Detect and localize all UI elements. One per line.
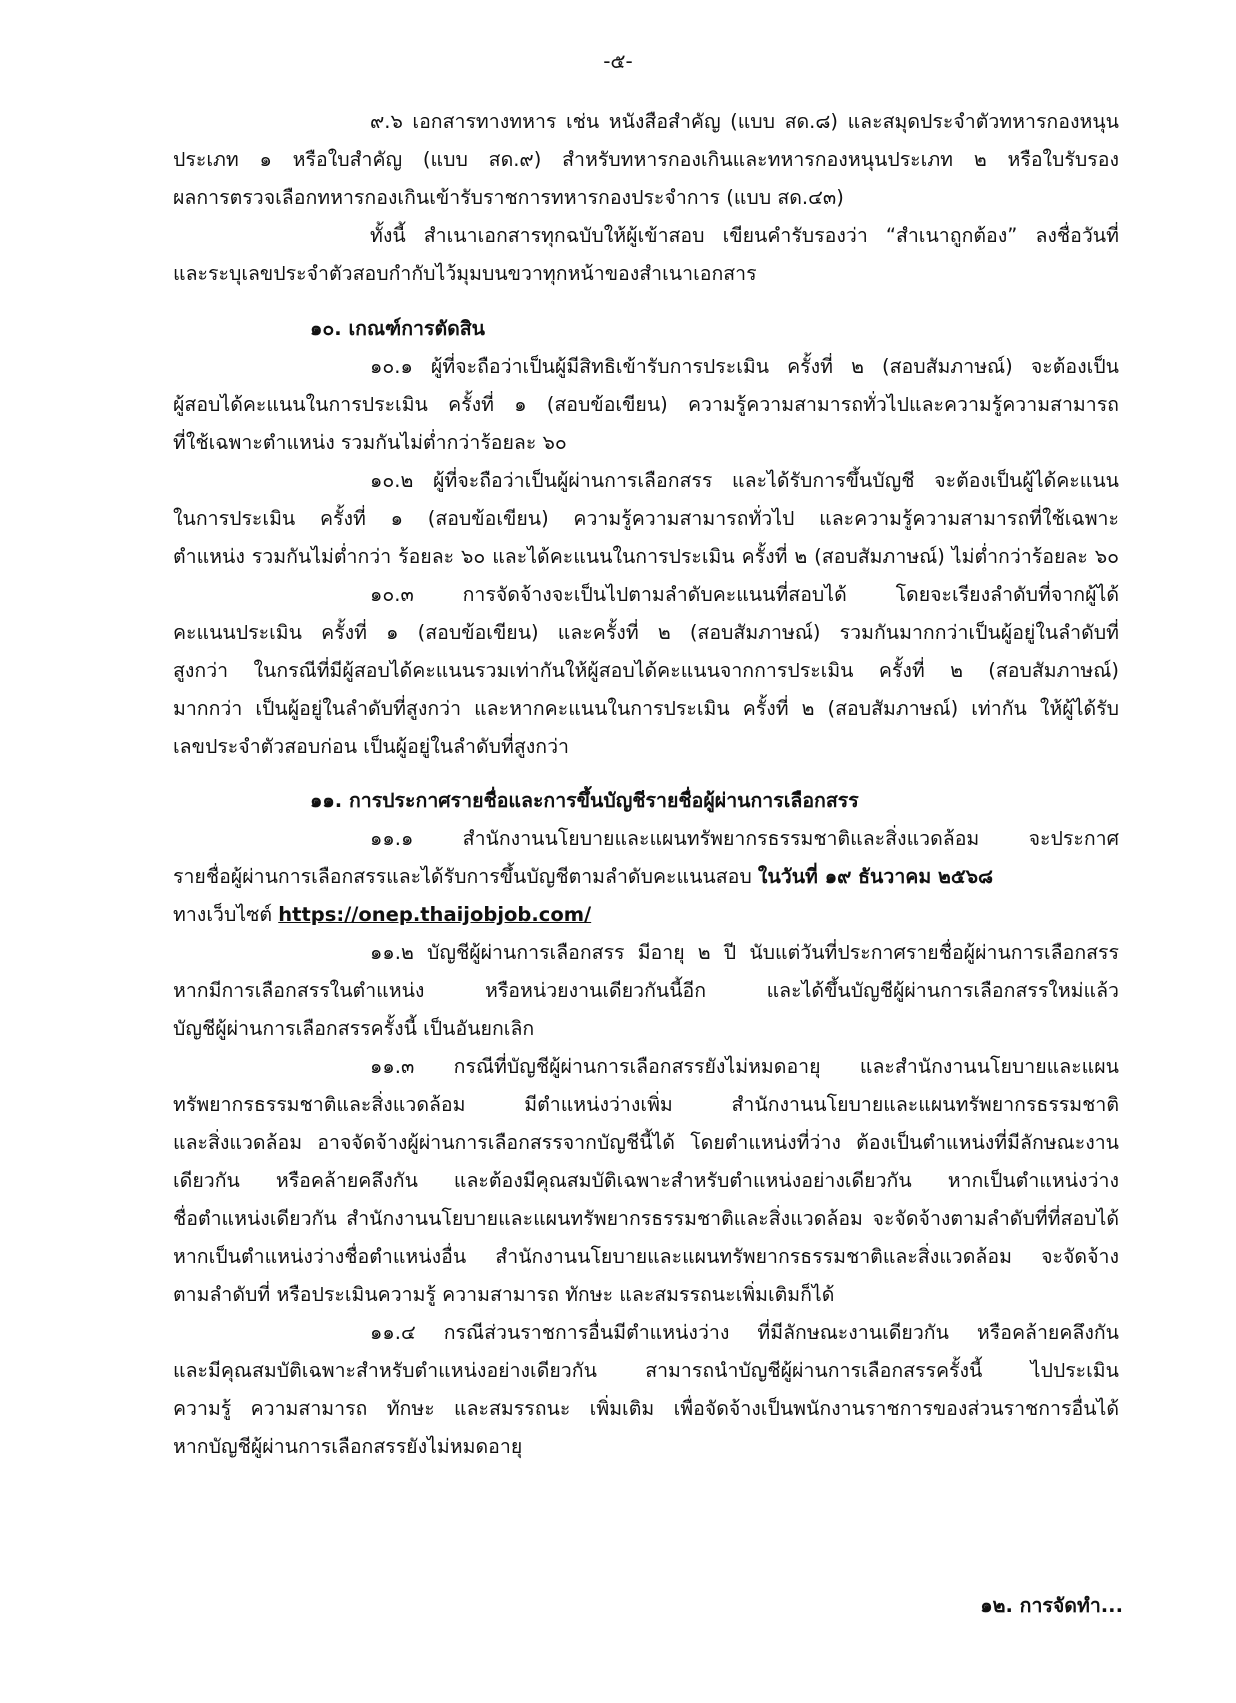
announce-date: ในวันที่ ๑๙ ธันวาคม ๒๕๖๘	[757, 865, 993, 888]
para-9-6-line-3: ผลการตรวจเลือกทหารกองเกินเข้ารับราชการทหารกองประจำการ (แบบ สด.๔๓)	[173, 186, 844, 209]
section-11-heading: ๑๑. การประกาศรายชื่อและการขึ้นบัญชีรายชื่อผู้ผ่านการเลือกสรร	[310, 789, 859, 812]
para-9-6-line-1: ๙.๖ เอกสารทางทหาร เช่น หนังสือสำคัญ (แบบ สด.๘) และสมุดประจำตัวทหารกองหนุน	[370, 110, 1119, 133]
para-11-3-line-7: ตามลำดับที่ หรือประเมินความรู้ ความสามารถ ทักษะ และสมรรถนะเพิ่มเติมก็ได้	[173, 1283, 835, 1306]
para-copies-line-2: และระบุเลขประจำตัวสอบกำกับไว้มุมบนขวาทุกหน้าของสำเนาเอกสาร	[173, 262, 757, 285]
website-label: ทางเว็บไซต์	[173, 903, 279, 926]
para-11-4-line-2: และมีคุณสมบัติเฉพาะสำหรับตำแหน่งอย่างเดียวกัน สามารถนำบัญชีผู้ผ่านการเลือกสรรครั้งนี้ ไปประเมิน	[173, 1359, 1119, 1382]
para-10-1-line-3: ที่ใช้เฉพาะตำแหน่ง รวมกันไม่ต่ำกว่าร้อยละ ๖๐	[173, 431, 567, 454]
para-11-4-line-1: ๑๑.๔ กรณีส่วนราชการอื่นมีตำแหน่งว่าง ที่มีลักษณะงานเดียวกัน หรือคล้ายคลึงกัน	[370, 1321, 1119, 1344]
para-11-4-line-4: หากบัญชีผู้ผ่านการเลือกสรรยังไม่หมดอายุ	[173, 1435, 523, 1458]
para-11-2-line-2: หากมีการเลือกสรรในตำแหน่ง หรือหน่วยงานเดียวกันนี้อีก และได้ขึ้นบัญชีผู้ผ่านการเลือกสรรใหม่แล้ว	[173, 979, 1119, 1002]
para-10-3-line-3: สูงกว่า ในกรณีที่มีผู้สอบได้คะแนนรวมเท่ากันให้ผู้สอบได้คะแนนจากการประเมิน ครั้งที่ ๒ (สอบสัมภาษณ์)	[173, 659, 1119, 682]
announce-text: รายชื่อผู้ผ่านการเลือกสรรและได้รับการขึ้นบัญชีตามลำดับคะแนนสอบ	[173, 865, 758, 888]
para-11-1-line-2	[173, 858, 993, 896]
para-11-2-line-1: ๑๑.๒ บัญชีผู้ผ่านการเลือกสรร มีอายุ ๒ ปี นับแต่วันที่ประกาศรายชื่อผู้ผ่านการเลือกสรร	[370, 941, 1119, 964]
para-10-1-line-2: ผู้สอบได้คะแนนในการประเมิน ครั้งที่ ๑ (สอบข้อเขียน) ความรู้ความสามารถทั่วไปและความรู้ความสามารถ	[173, 393, 1119, 416]
para-10-2-line-3: ตำแหน่ง รวมกันไม่ต่ำกว่า ร้อยละ ๖๐ และได้คะแนนในการประเมิน ครั้งที่ ๒ (สอบสัมภาษณ์) ไม่ต่ำกว่าร้อยละ ๖๐	[173, 545, 1119, 568]
website-link[interactable]: https://onep.thaijobjob.com/	[278, 903, 592, 926]
para-11-1-line-1: ๑๑.๑ สำนักงานนโยบายและแผนทรัพยากรธรรมชาติและสิ่งแวดล้อม จะประกาศ	[370, 827, 1119, 850]
para-10-2-line-1: ๑๐.๒ ผู้ที่จะถือว่าเป็นผู้ผ่านการเลือกสรร และได้รับการขึ้นบัญชี จะต้องเป็นผู้ได้คะแนน	[370, 469, 1119, 492]
para-11-3-line-2: ทรัพยากรธรรมชาติและสิ่งแวดล้อม มีตำแหน่งว่างเพิ่ม สำนักงานนโยบายและแผนทรัพยากรธรรมชาติ	[173, 1093, 1119, 1116]
para-10-1-line-1: ๑๐.๑ ผู้ที่จะถือว่าเป็นผู้มีสิทธิเข้ารับการประเมิน ครั้งที่ ๒ (สอบสัมภาษณ์) จะต้องเป็น	[370, 355, 1119, 378]
section-10-heading: ๑๐. เกณฑ์การตัดสิน	[310, 317, 486, 340]
page-number: -๕-	[603, 49, 633, 73]
para-9-6-line-2: ประเภท ๑ หรือใบสำคัญ (แบบ สด.๙) สำหรับทหารกองเกินและทหารกองหนุนประเภท ๒ หรือใบรับรอง	[173, 148, 1119, 171]
para-10-3-line-5: เลขประจำตัวสอบก่อน เป็นผู้อยู่ในลำดับที่สูงกว่า	[173, 735, 570, 758]
para-copies-line-1: ทั้งนี้ สำเนาเอกสารทุกฉบับให้ผู้เข้าสอบ เขียนคำรับรองว่า “สำเนาถูกต้อง” ลงชื่อวันที่	[370, 224, 1119, 247]
para-10-2-line-2: ในการประเมิน ครั้งที่ ๑ (สอบข้อเขียน) ความรู้ความสามารถทั่วไป และความรู้ความสามารถที่ใช้เฉพาะ	[173, 507, 1119, 530]
para-11-2-line-3: บัญชีผู้ผ่านการเลือกสรรครั้งนี้ เป็นอันยกเลิก	[173, 1017, 535, 1040]
para-11-3-line-5: ชื่อตำแหน่งเดียวกัน สำนักงานนโยบายและแผนทรัพยากรธรรมชาติและสิ่งแวดล้อม จะจัดจ้างตามลำดับที่ที่สอบได้	[173, 1207, 1119, 1230]
para-11-3-line-4: เดียวกัน หรือคล้ายคลึงกัน และต้องมีคุณสมบัติเฉพาะสำหรับตำแหน่งอย่างเดียวกัน หากเป็นตำแหน่งว่าง	[173, 1169, 1119, 1192]
para-10-3-line-4: มากกว่า เป็นผู้อยู่ในลำดับที่สูงกว่า และหากคะแนนในการประเมิน ครั้งที่ ๒ (สอบสัมภาษณ์) เท่ากัน ให้ผู้ได้รับ	[173, 697, 1119, 720]
para-11-3-line-3: และสิ่งแวดล้อม อาจจัดจ้างผู้ผ่านการเลือกสรรจากบัญชีนี้ได้ โดยตำแหน่งที่ว่าง ต้องเป็นตำแหน่งที่มีลักษณะงาน	[173, 1131, 1119, 1154]
para-11-4-line-3: ความรู้ ความสามารถ ทักษะ และสมรรถนะ เพิ่มเติม เพื่อจัดจ้างเป็นพนักงานราชการของส่วนราชการอื่นได้	[173, 1397, 1119, 1420]
para-10-3-line-1: ๑๐.๓ การจัดจ้างจะเป็นไปตามลำดับคะแนนที่สอบได้ โดยจะเรียงลำดับที่จากผู้ได้	[370, 583, 1119, 606]
para-11-3-line-1: ๑๑.๓ กรณีที่บัญชีผู้ผ่านการเลือกสรรยังไม่หมดอายุ และสำนักงานนโยบายและแผน	[370, 1055, 1119, 1078]
para-10-3-line-2: คะแนนประเมิน ครั้งที่ ๑ (สอบข้อเขียน) และครั้งที่ ๒ (สอบสัมภาษณ์) รวมกันมากกว่าเป็นผู้อยู่ในลำดับที่	[173, 621, 1119, 644]
para-11-1-line-3	[173, 896, 591, 934]
para-11-3-line-6: หากเป็นตำแหน่งว่างชื่อตำแหน่งอื่น สำนักงานนโยบายและแผนทรัพยากรธรรมชาติและสิ่งแวดล้อม จะจัดจ้าง	[173, 1245, 1119, 1268]
continuation-footer: ๑๒. การจัดทำ...	[980, 1594, 1123, 1617]
